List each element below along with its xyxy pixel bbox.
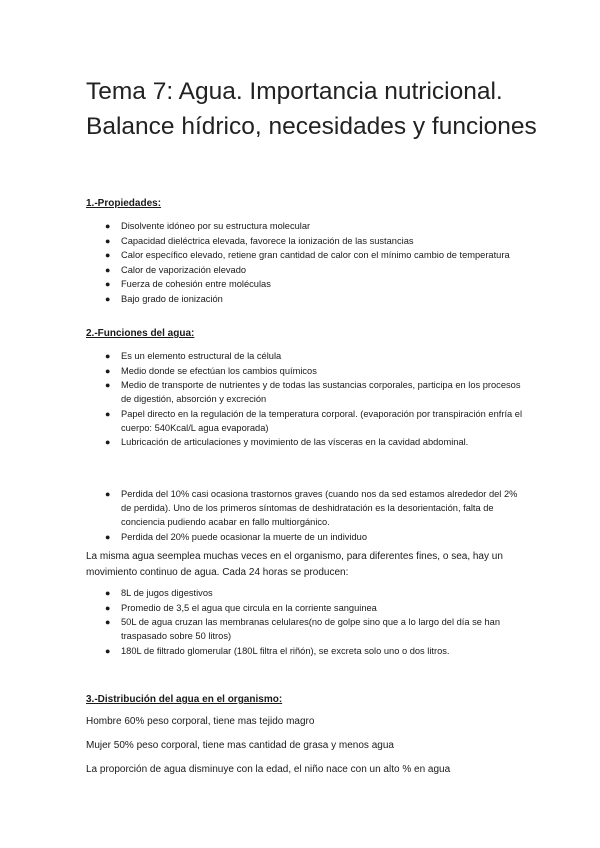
bullet-icon: ● — [105, 279, 111, 289]
propiedades-list — [86, 219, 526, 306]
document-title: Tema 7: Agua. Importancia nutricional. Balance hídrico, necesidades y funciones — [86, 78, 537, 140]
bullet-icon: ● — [105, 531, 111, 542]
list-item: ● 50L de agua cruzan las membranas celulares(no de golpe sino que a lo largo del día se han traspasado sobre 50 litros) — [105, 617, 501, 641]
list-item: ● 8L de jugos digestivos — [105, 588, 213, 598]
list-item: ● Calor de vaporización elevado — [105, 264, 247, 275]
bullet-icon: ● — [105, 408, 111, 419]
body-paragraph: La misma agua seemplea muchas veces en el organismo, para diferentes fines, o sea, hay un movimiento continuo de agua. Cada 24 horas se producen: — [86, 551, 503, 578]
bullet-icon: ● — [105, 489, 111, 499]
list-item: ● Promedio de 3,5 el agua que circula en la corriente sanguinea — [105, 602, 377, 613]
list-item: ● Medio donde se efectúan los cambios químicos — [105, 365, 317, 376]
list-item: ● Capacidad dieléctrica elevada, favorece la ionización de las sustancias — [105, 235, 414, 246]
list-item: ● Es un elemento estructural de la célula — [105, 351, 282, 361]
bullet-icon: ● — [105, 645, 111, 656]
body-line: Hombre 60% peso corporal, tiene mas tejido magro — [86, 716, 315, 727]
funciones-list — [86, 349, 526, 450]
section-heading-funciones: 2.-Funciones del agua: — [86, 328, 195, 339]
perdidas-list — [86, 487, 526, 544]
list-item: ● 180L de filtrado glomerular (180L filtra el riñón), se excreta solo uno o dos litros. — [105, 645, 450, 656]
section-heading-propiedades: 1.-Propiedades: — [86, 198, 162, 209]
body-line: Mujer 50% peso corporal, tiene mas cantidad de grasa y menos agua — [86, 740, 394, 751]
list-item: ● Fuerza de cohesión entre moléculas — [105, 279, 271, 289]
list-item: ● Bajo grado de ionización — [105, 293, 223, 304]
list-item: ● Papel directo en la regulación de la temperatura corporal. (evaporación por transpiración enfría el cuerpo: 540Kcal/L agua evaporada) — [105, 408, 523, 433]
bullet-icon: ● — [105, 437, 111, 447]
bullet-icon: ● — [105, 588, 111, 598]
bullet-icon: ● — [105, 602, 111, 613]
list-item: ● Perdida del 20% puede ocasionar la muerte de un individuo — [105, 531, 368, 542]
bullet-icon: ● — [105, 380, 111, 390]
bullet-icon: ● — [105, 264, 111, 275]
list-item: ● Perdida del 10% casi ocasiona trastornos graves (cuando nos da sed estamos alrededor del 2% de perdida). Uno de los primeros síntomas de deshidratación es la desorientación, falta de conciencia pudiendo acabar en fallo multiorgánico. — [105, 489, 518, 527]
bullet-icon: ● — [105, 351, 111, 361]
section-heading-distribucion: 3.-Distribución del agua en el organismo: — [86, 694, 283, 705]
bullet-icon: ● — [105, 365, 111, 376]
list-item: ● Lubricación de articulaciones y movimiento de las vísceras en la cavidad abdominal. — [105, 437, 469, 447]
list-item: ● Disolvente idóneo por su estructura molecular — [105, 221, 311, 231]
list-item: ● Medio de transporte de nutrientes y de todas las sustancias corporales, participa en los procesos de digestión, absorción y excreción — [105, 380, 521, 404]
bullet-icon: ● — [105, 221, 111, 231]
list-item: ● Calor específico elevado, retiene gran cantidad de calor con el mínimo cambio de temperatura — [105, 250, 510, 260]
ciclo-list — [86, 586, 526, 658]
bullet-icon: ● — [105, 293, 111, 304]
bullet-icon: ● — [105, 250, 111, 260]
body-line: La proporción de agua disminuye con la edad, el niño nace con un alto % en agua — [86, 764, 451, 775]
bullet-icon: ● — [105, 617, 111, 627]
bullet-icon: ● — [105, 235, 111, 246]
